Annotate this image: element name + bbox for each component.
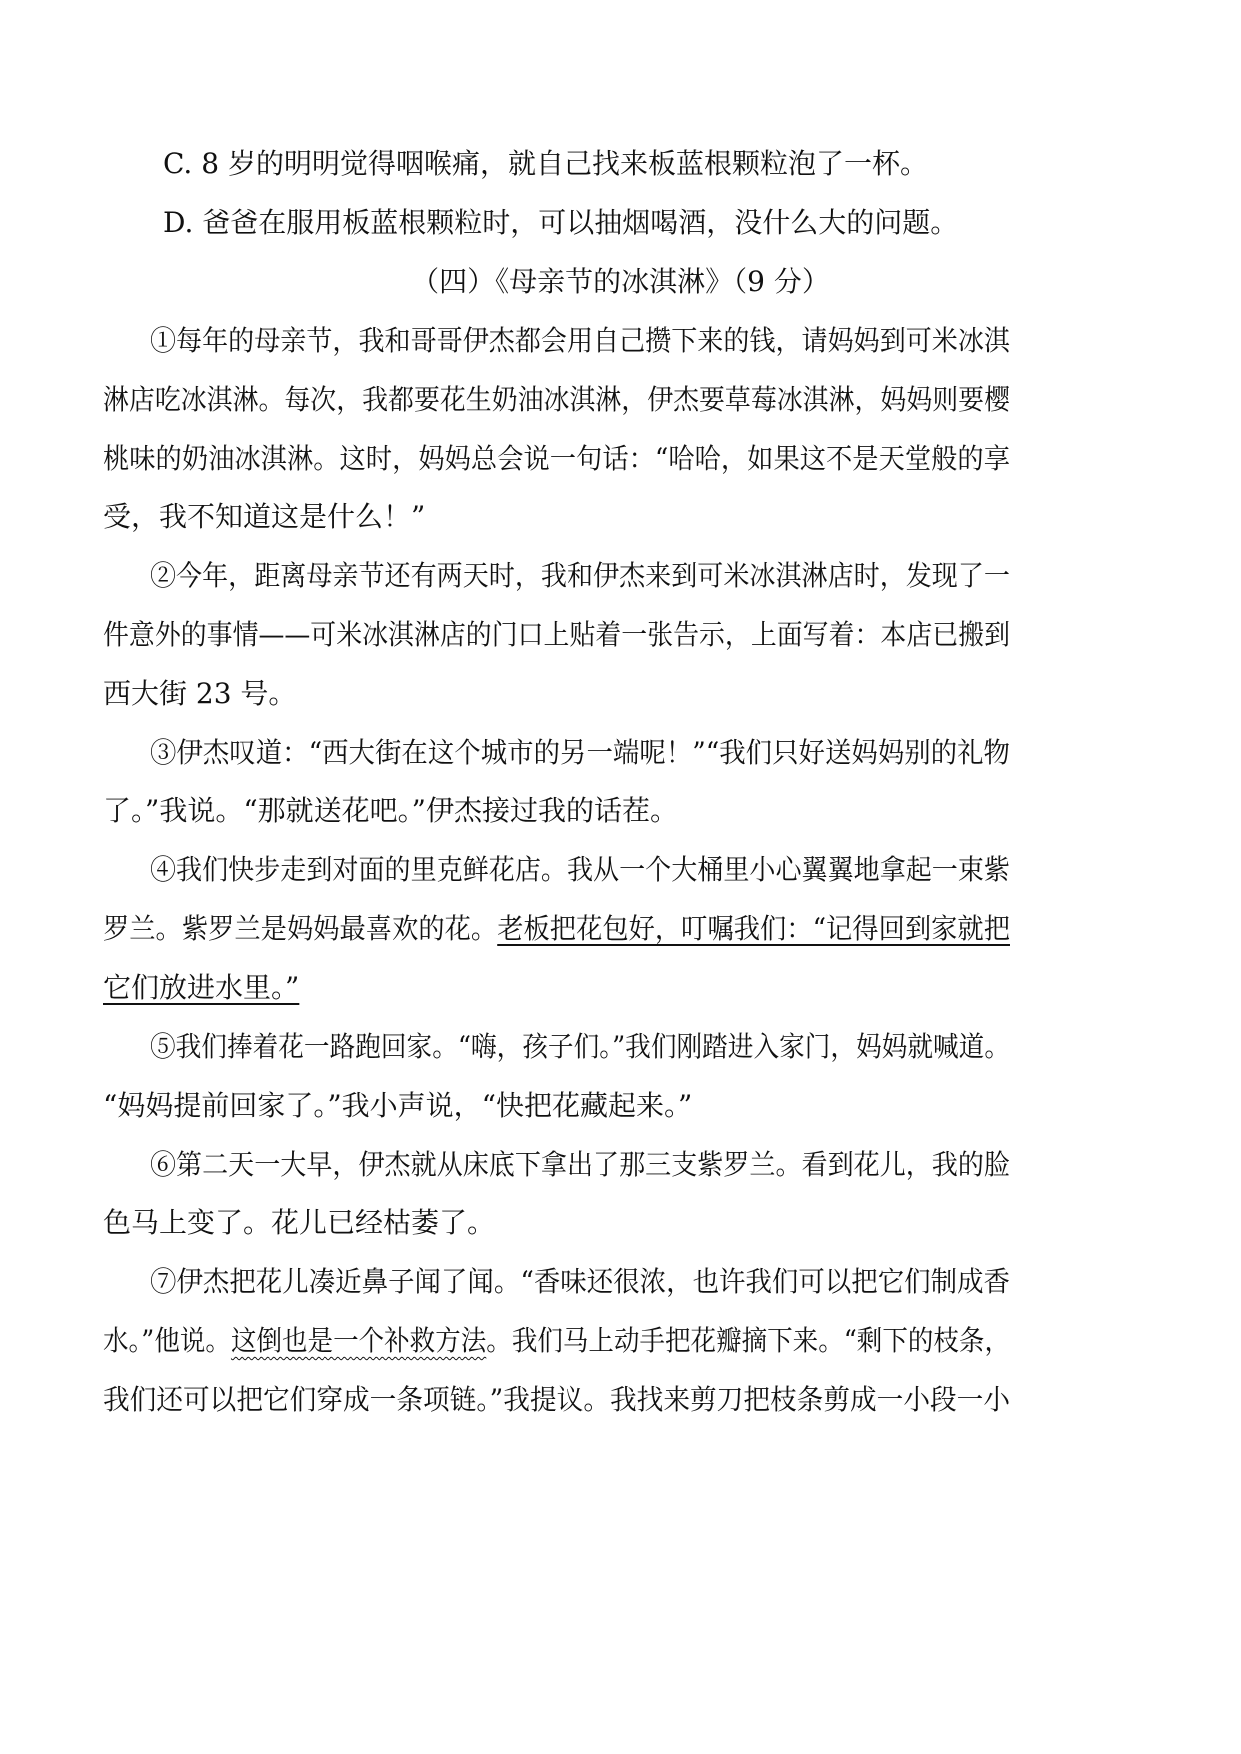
paragraph-5-line-1: ⑤我们捧着花一路跑回家。“嗨，孩子们。”我们刚踏进入家门，妈妈就喊道。 — [150, 1030, 1010, 1063]
paragraph-7-line-3: 我们还可以把它们穿成一条项链。”我提议。我找来剪刀把枝条剪成一小段一小 — [103, 1383, 1010, 1416]
paragraph-1-line-1: ①每年的母亲节，我和哥哥伊杰都会用自己攒下来的钱，请妈妈到可米冰淇 — [150, 324, 1010, 357]
option-d: D. 爸爸在服用板蓝根颗粒时，可以抽烟喝酒，没什么大的问题。 — [163, 206, 959, 239]
paragraph-2-line-2: 件意外的事情——可米冰淇淋店的门口上贴着一张告示，上面写着：本店已搬到 — [103, 618, 1010, 651]
section-title: （四）《母亲节的冰淇淋》（9 分） — [411, 265, 830, 298]
paragraph-4-line-3 — [0, 968, 1241, 1008]
paragraph-4-plain-text: 罗兰。紫罗兰是妈妈最喜欢的花。 — [103, 912, 498, 945]
paragraph-2-line-3: 西大街 23 号。 — [103, 677, 297, 710]
paragraph-6-line-1: ⑥第二天一大早，伊杰就从床底下拿出了那三支紫罗兰。看到花儿，我的脸 — [150, 1148, 1010, 1181]
paragraph-3-line-2: 了。”我说。“那就送花吧。”伊杰接过我的话茬。 — [103, 794, 678, 827]
paragraph-3-line-1: ③伊杰叹道：“西大街在这个城市的另一端呢！”“我们只好送妈妈别的礼物 — [150, 736, 1010, 769]
paragraph-1-line-3: 桃味的奶油冰淇淋。这时，妈妈总会说一句话：“哈哈，如果这不是天堂般的享 — [103, 442, 1010, 475]
paragraph-4-line-2 — [6, 909, 1241, 949]
wavy-underlined-phrase: 这倒也是一个补救方法 — [230, 1324, 487, 1357]
underlined-sentence: 老板把花包好，叮嘱我们：“记得回到家就把 — [497, 912, 1011, 945]
paragraph-2-line-1: ②今年，距离母亲节还有两天时，我和伊杰来到可米冰淇淋店时，发现了一 — [150, 559, 1010, 592]
paragraph-4-line-1: ④我们快步走到对面的里克鲜花店。我从一个大桶里小心翼翼地拿起一束紫 — [150, 853, 1010, 886]
underlined-sentence-end: 它们放进水里。” — [103, 971, 300, 1004]
paragraph-1-line-2: 淋店吃冰淇淋。每次，我都要花生奶油冰淇淋，伊杰要草莓冰淇淋，妈妈则要樱 — [103, 383, 1010, 416]
paragraph-6-line-2: 色马上变了。花儿已经枯萎了。 — [103, 1206, 496, 1239]
paragraph-5-line-2: “妈妈提前回家了。”我小声说，“快把花藏起来。” — [103, 1089, 693, 1122]
option-c: C. 8 岁的明明觉得咽喉痛，就自己找来板蓝根颗粒泡了一杯。 — [163, 147, 928, 180]
paragraph-7-line-1: ⑦伊杰把花儿凑近鼻子闻了闻。“香味还很浓，也许我们可以把它们制成香 — [150, 1265, 1010, 1298]
paragraph-7-line-2 — [9, 1321, 1235, 1361]
paragraph-7-text-before: 水。”他说。 — [103, 1324, 231, 1357]
paragraph-7-text-after: 。我们马上动手把花瓣摘下来。“剩下的枝条， — [486, 1324, 1010, 1357]
paragraph-1-line-4: 受，我不知道这是什么！” — [103, 500, 426, 533]
